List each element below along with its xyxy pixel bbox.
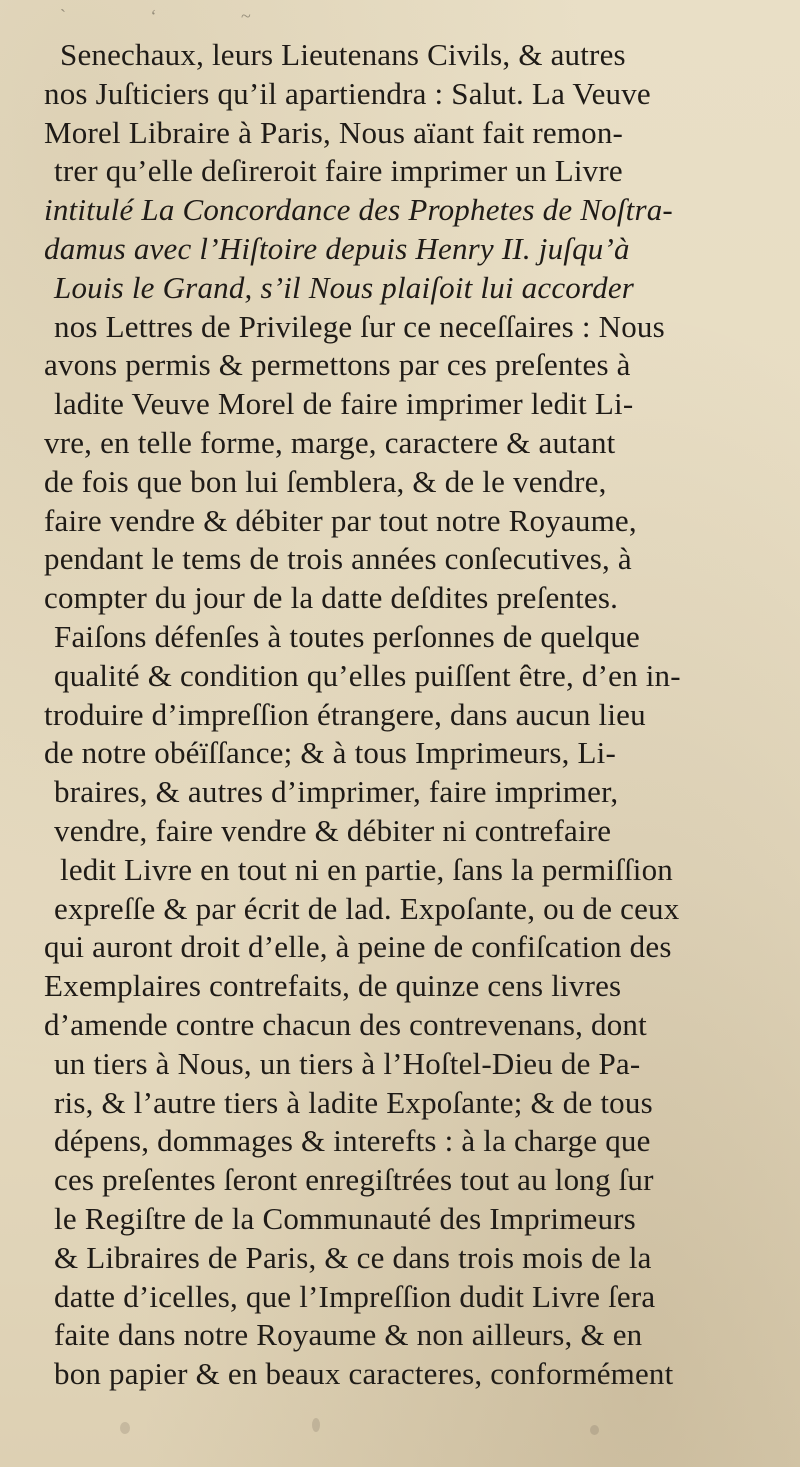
paper-stain	[120, 1422, 130, 1434]
text-line: faire vendre & débiter par tout notre Royaume,	[44, 502, 637, 538]
text-line: expreſſe & par écrit de lad. Expoſante, ou de ceux	[54, 890, 680, 926]
text-line: vre, en telle forme, marge, caractere & autant	[44, 424, 616, 460]
text-line: dépens, dommages & interefts : à la charge que	[54, 1123, 651, 1159]
text-line: avons permis & permettons par ces preſentes à	[44, 347, 631, 383]
text-line: le Regiſtre de la Communauté des Imprimeurs	[54, 1200, 636, 1236]
privilege-text	[44, 36, 780, 1394]
text-line: qui auront droit d’elle, à peine de confiſcation des	[44, 929, 672, 965]
text-line: ladite Veuve Morel de faire imprimer ledit Li-	[54, 386, 634, 422]
text-line: Louis le Grand, s’il Nous plaiſoit lui accorder	[54, 269, 635, 305]
text-line: ris, & l’autre tiers à ladite Expoſante; & de tous	[54, 1084, 653, 1120]
paper-stain	[590, 1425, 599, 1435]
text-line: nos Lettres de Privilege ſur ce neceſſaires : Nous	[54, 308, 665, 344]
text-line: un tiers à Nous, un tiers à l’Hoſtel-Dieu de Pa-	[54, 1045, 641, 1081]
text-line: damus avec l’Hiſtoire depuis Henry II. juſqu’à	[44, 230, 630, 266]
text-line: pendant le tems de trois années conſecutives, à	[44, 541, 632, 577]
text-line: ledit Livre en tout ni en partie, ſans la permiſſion	[60, 851, 674, 887]
text-line: troduire d’impreſſion étrangere, dans aucun lieu	[44, 696, 646, 732]
text-line: qualité & condition qu’elles puiſſent être, d’en in-	[54, 657, 681, 693]
text-line: nos Juſticiers qu’il apartiendra : Salut. La Veuve	[44, 75, 651, 111]
text-line: de notre obéïſſance; & à tous Imprimeurs, Li-	[44, 735, 616, 771]
text-line: faite dans notre Royaume & non ailleurs, & en	[54, 1317, 643, 1353]
text-line: datte d’icelles, que l’Impreſſion dudit Livre ſera	[54, 1278, 656, 1314]
torn-edge-marks: ` ‘ ~	[60, 6, 291, 26]
text-line: Faiſons défenſes à toutes perſonnes de quelque	[54, 618, 640, 654]
text-line: Exemplaires contrefaits, de quinze cens livres	[44, 968, 622, 1004]
text-line: d’amende contre chacun des contrevenans, dont	[44, 1006, 647, 1042]
text-line: intitulé La Concordance des Prophetes de Noſtra-	[44, 192, 673, 228]
text-line: & Libraires de Paris, & ce dans trois mois de la	[54, 1239, 652, 1275]
text-line: bon papier & en beaux caracteres, conformément	[54, 1356, 674, 1392]
text-line: de fois que bon lui ſemblera, & de le vendre,	[44, 463, 607, 499]
text-line: trer qu’elle deſireroit faire imprimer un Livre	[54, 153, 623, 189]
text-line: Senechaux, leurs Lieutenans Civils, & autres	[60, 37, 626, 72]
text-line: vendre, faire vendre & débiter ni contrefaire	[54, 812, 612, 848]
text-line: Morel Libraire à Paris, Nous aïant fait remon-	[44, 114, 624, 150]
text-line: ces preſentes ſeront enregiſtrées tout au long ſur	[54, 1162, 654, 1198]
text-line: braires, & autres d’imprimer, faire imprimer,	[54, 774, 619, 810]
paper-stain	[312, 1418, 320, 1432]
text-line: compter du jour de la datte deſdites preſentes.	[44, 580, 619, 616]
